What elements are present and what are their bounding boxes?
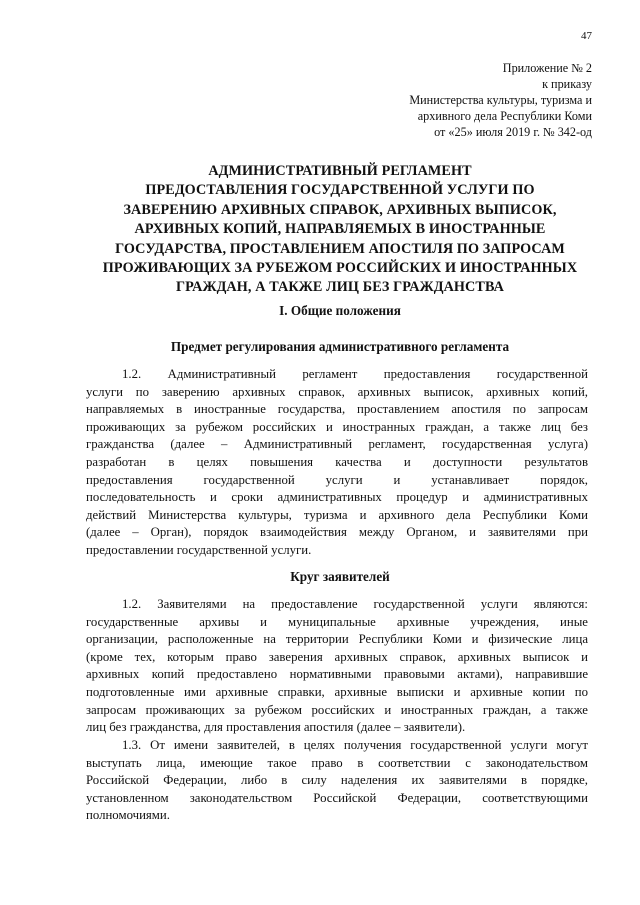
section-heading-applicants: Круг заявителей	[290, 569, 390, 584]
paragraph-line: полномочиями.	[86, 808, 170, 823]
paragraph-1-2-applicants	[86, 596, 588, 737]
appendix-reference	[332, 60, 592, 140]
paragraph-line: (кроме тех, которым право заверения архивных справок, архивных выписок и	[86, 649, 588, 664]
subheading-regulation-subject: Предмет регулирования административного регламента	[170, 339, 510, 354]
section-heading-general: I. Общие положения	[279, 303, 401, 318]
title-line: ГРАЖДАН, А ТАКЖЕ ЛИЦ БЕЗ ГРАЖДАНСТВА	[176, 279, 504, 296]
title-line: АДМИНИСТРАТИВНЫЙ РЕГЛАМЕНТ	[208, 163, 472, 179]
paragraph-line: Российской Федерации, либо в силу наделения их заявителями в порядке,	[86, 773, 588, 788]
title-line: ЗАВЕРЕНИЮ АРХИВНЫХ СПРАВОК, АРХИВНЫХ ВЫПИСОК,	[123, 201, 557, 218]
paragraph-line: разработан в целях повышения качества и доступности результатов	[86, 454, 588, 469]
paragraph-line: организации, расположенные на территории Республики Коми и физические лица	[86, 632, 588, 647]
title-line: ГОСУДАРСТВА, ПРОСТАВЛЕНИЕМ АПОСТИЛЯ ПО ЗАПРОСАМ	[115, 240, 565, 257]
paragraph-line: предоставлении государственной услуги.	[86, 542, 312, 557]
paragraph-line: государственные архивы и муниципальные архивные учреждения, иные	[86, 614, 588, 629]
title-line: ПРОЖИВАЮЩИХ ЗА РУБЕЖОМ РОССИЙСКИХ И ИНОСТРАННЫХ	[102, 260, 578, 277]
paragraph-line: направляемых в иностранные государства, проставлением апостиля по запросам	[86, 402, 588, 417]
title-line: АРХИВНЫХ КОПИЙ, НАПРАВЛЯЕМЫХ В ИНОСТРАННЫЕ	[134, 221, 546, 238]
paragraph-line: 1.3. От имени заявителей, в целях получения государственной услуги могут	[122, 738, 588, 752]
appendix-line: к приказу	[542, 77, 592, 91]
paragraph-line: установленном законодательством Российской Федерации, соответствующими	[86, 790, 588, 805]
appendix-line: Министерства культуры, туризма и	[409, 93, 592, 107]
paragraph-line: гражданства (далее – Административный регламент, государственная услуга)	[86, 437, 588, 452]
paragraph-line: архивных копий предоставлено нормативными правовыми актами), направившие	[86, 667, 588, 682]
paragraph-line: подготовленные ими архивные справки, архивные выписки и архивные копии по	[86, 684, 588, 699]
page-number: 47	[581, 30, 592, 42]
appendix-line: архивного дела Республики Коми	[417, 109, 592, 123]
paragraph-line: 1.2. Заявителями на предоставление государственной услуги являются:	[122, 597, 588, 611]
paragraph-line: проживающих за рубежом российских и иностранных граждан, а также лиц без	[86, 419, 588, 434]
paragraph-line: последовательность и сроки административных процедур и административных	[86, 490, 588, 505]
paragraph-line: услуги по заверению архивных справок, архивных выписок, архивных копий,	[86, 384, 588, 399]
document-title	[100, 162, 580, 298]
paragraph-line: (далее – Орган), порядок взаимодействия между Органом, и заявителями при	[86, 525, 588, 540]
appendix-line: от «25» июля 2019 г. № 342-од	[434, 125, 592, 139]
paragraph-line: 1.2. Административный регламент предоставления государственной	[122, 367, 588, 381]
paragraph-line: выступать лица, имеющие такое право в соответствии с законодательством	[86, 755, 588, 770]
paragraph-line: запросам проживающих за рубежом российских и иностранных граждан, а также	[86, 702, 588, 717]
paragraph-1-3-representatives	[86, 737, 588, 825]
paragraph-line: действий Министерства культуры, туризма и архивного дела Республики Коми	[86, 507, 588, 522]
appendix-line: Приложение № 2	[502, 61, 592, 75]
paragraph-line: предоставления государственной услуги и устанавливает порядок,	[86, 472, 588, 487]
paragraph-line: лиц без гражданства, для проставления апостиля (далее – заявители).	[86, 720, 466, 735]
title-line: ПРЕДОСТАВЛЕНИЯ ГОСУДАРСТВЕННОЙ УСЛУГИ ПО	[145, 182, 535, 199]
paragraph-1-2-regulation	[86, 366, 588, 560]
